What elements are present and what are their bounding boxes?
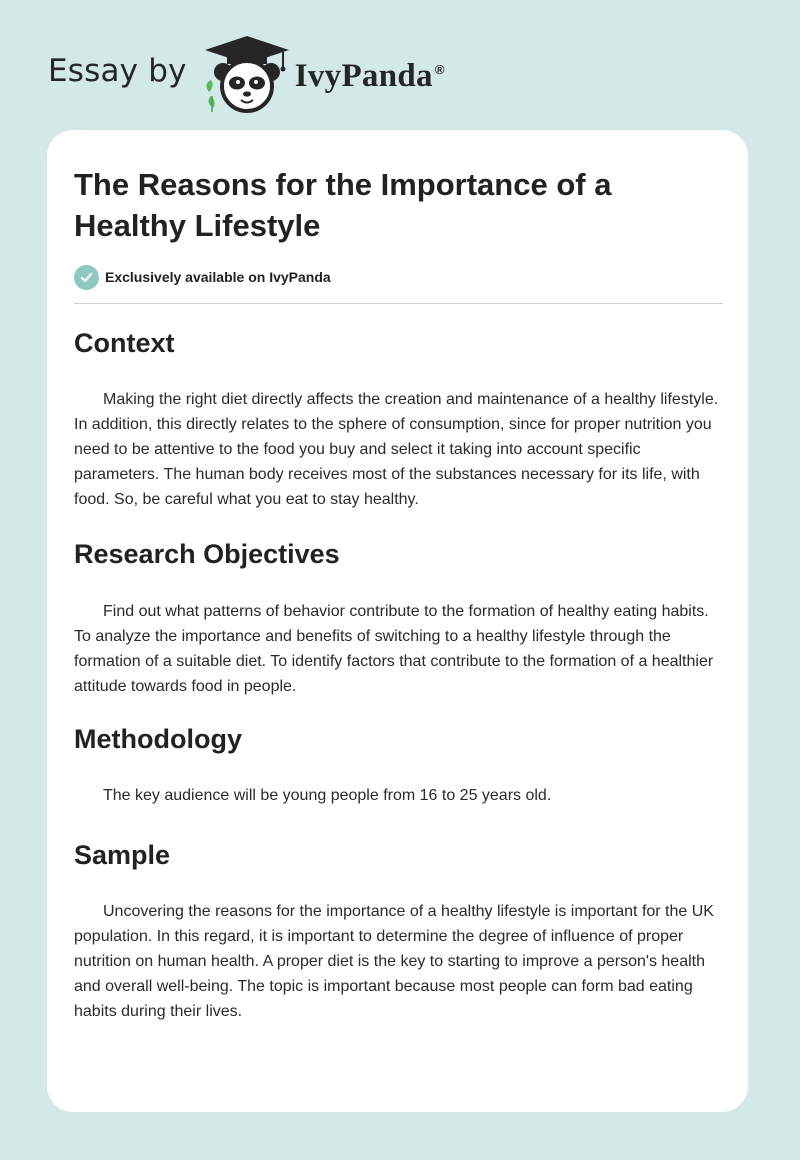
exclusive-note [74,264,723,290]
section-methodology [74,722,723,808]
brand-name [295,58,445,95]
section-paragraph: The key audience will be young people from 16 to 25 years old. [103,787,552,804]
section-heading: Methodology [74,724,242,754]
section-context [74,326,723,512]
title-divider [74,303,723,304]
section-paragraph: Uncovering the reasons for the importance of a healthy lifestyle is important for the UK population. In this regard, it is important to determine the degree of influence of proper nutrition on human health. A proper diet is the key to starting to improve a person's health and overall well-being. The topic is important because most people can form bad eating habits during their lives. [74,903,714,1020]
essay-content [74,164,723,1024]
section-heading: Sample [74,840,171,870]
essay-card [47,130,748,1112]
brand-name-text: IvyPanda [294,57,433,94]
site-brand[interactable] [48,34,445,114]
section-heading: Context [74,328,175,358]
check-icon [74,265,99,290]
essay-title: The Reasons for the Importance of a Healthy Lifestyle [74,167,612,243]
section-paragraph: Making the right diet directly affects the creation and maintenance of a healthy lifestyle. In addition, this directly relates to the sphere of consumption, since for proper nutrition you need to be attentive to the food you buy and select it taking into account specific parameters. The human body receives most of the substances necessary for its life, with food. So, be careful what you eat to stay healthy. [74,391,719,508]
registered-mark: ® [434,61,445,77]
exclusive-label: Exclusively available on IvyPanda [105,269,331,285]
panda-graduate-icon [201,34,293,114]
section-heading: Research Objectives [74,539,340,569]
brand-prefix: Essay by [48,53,187,89]
section-paragraph: Find out what patterns of behavior contribute to the formation of healthy eating habits. To analyze the importance and benefits of switching to a healthy lifestyle through the formation of a suitable diet. To identify factors that contribute to the formation of a healthier attitude towards food in people. [74,603,714,695]
section-research-objectives [74,537,723,699]
section-sample [74,838,723,1024]
